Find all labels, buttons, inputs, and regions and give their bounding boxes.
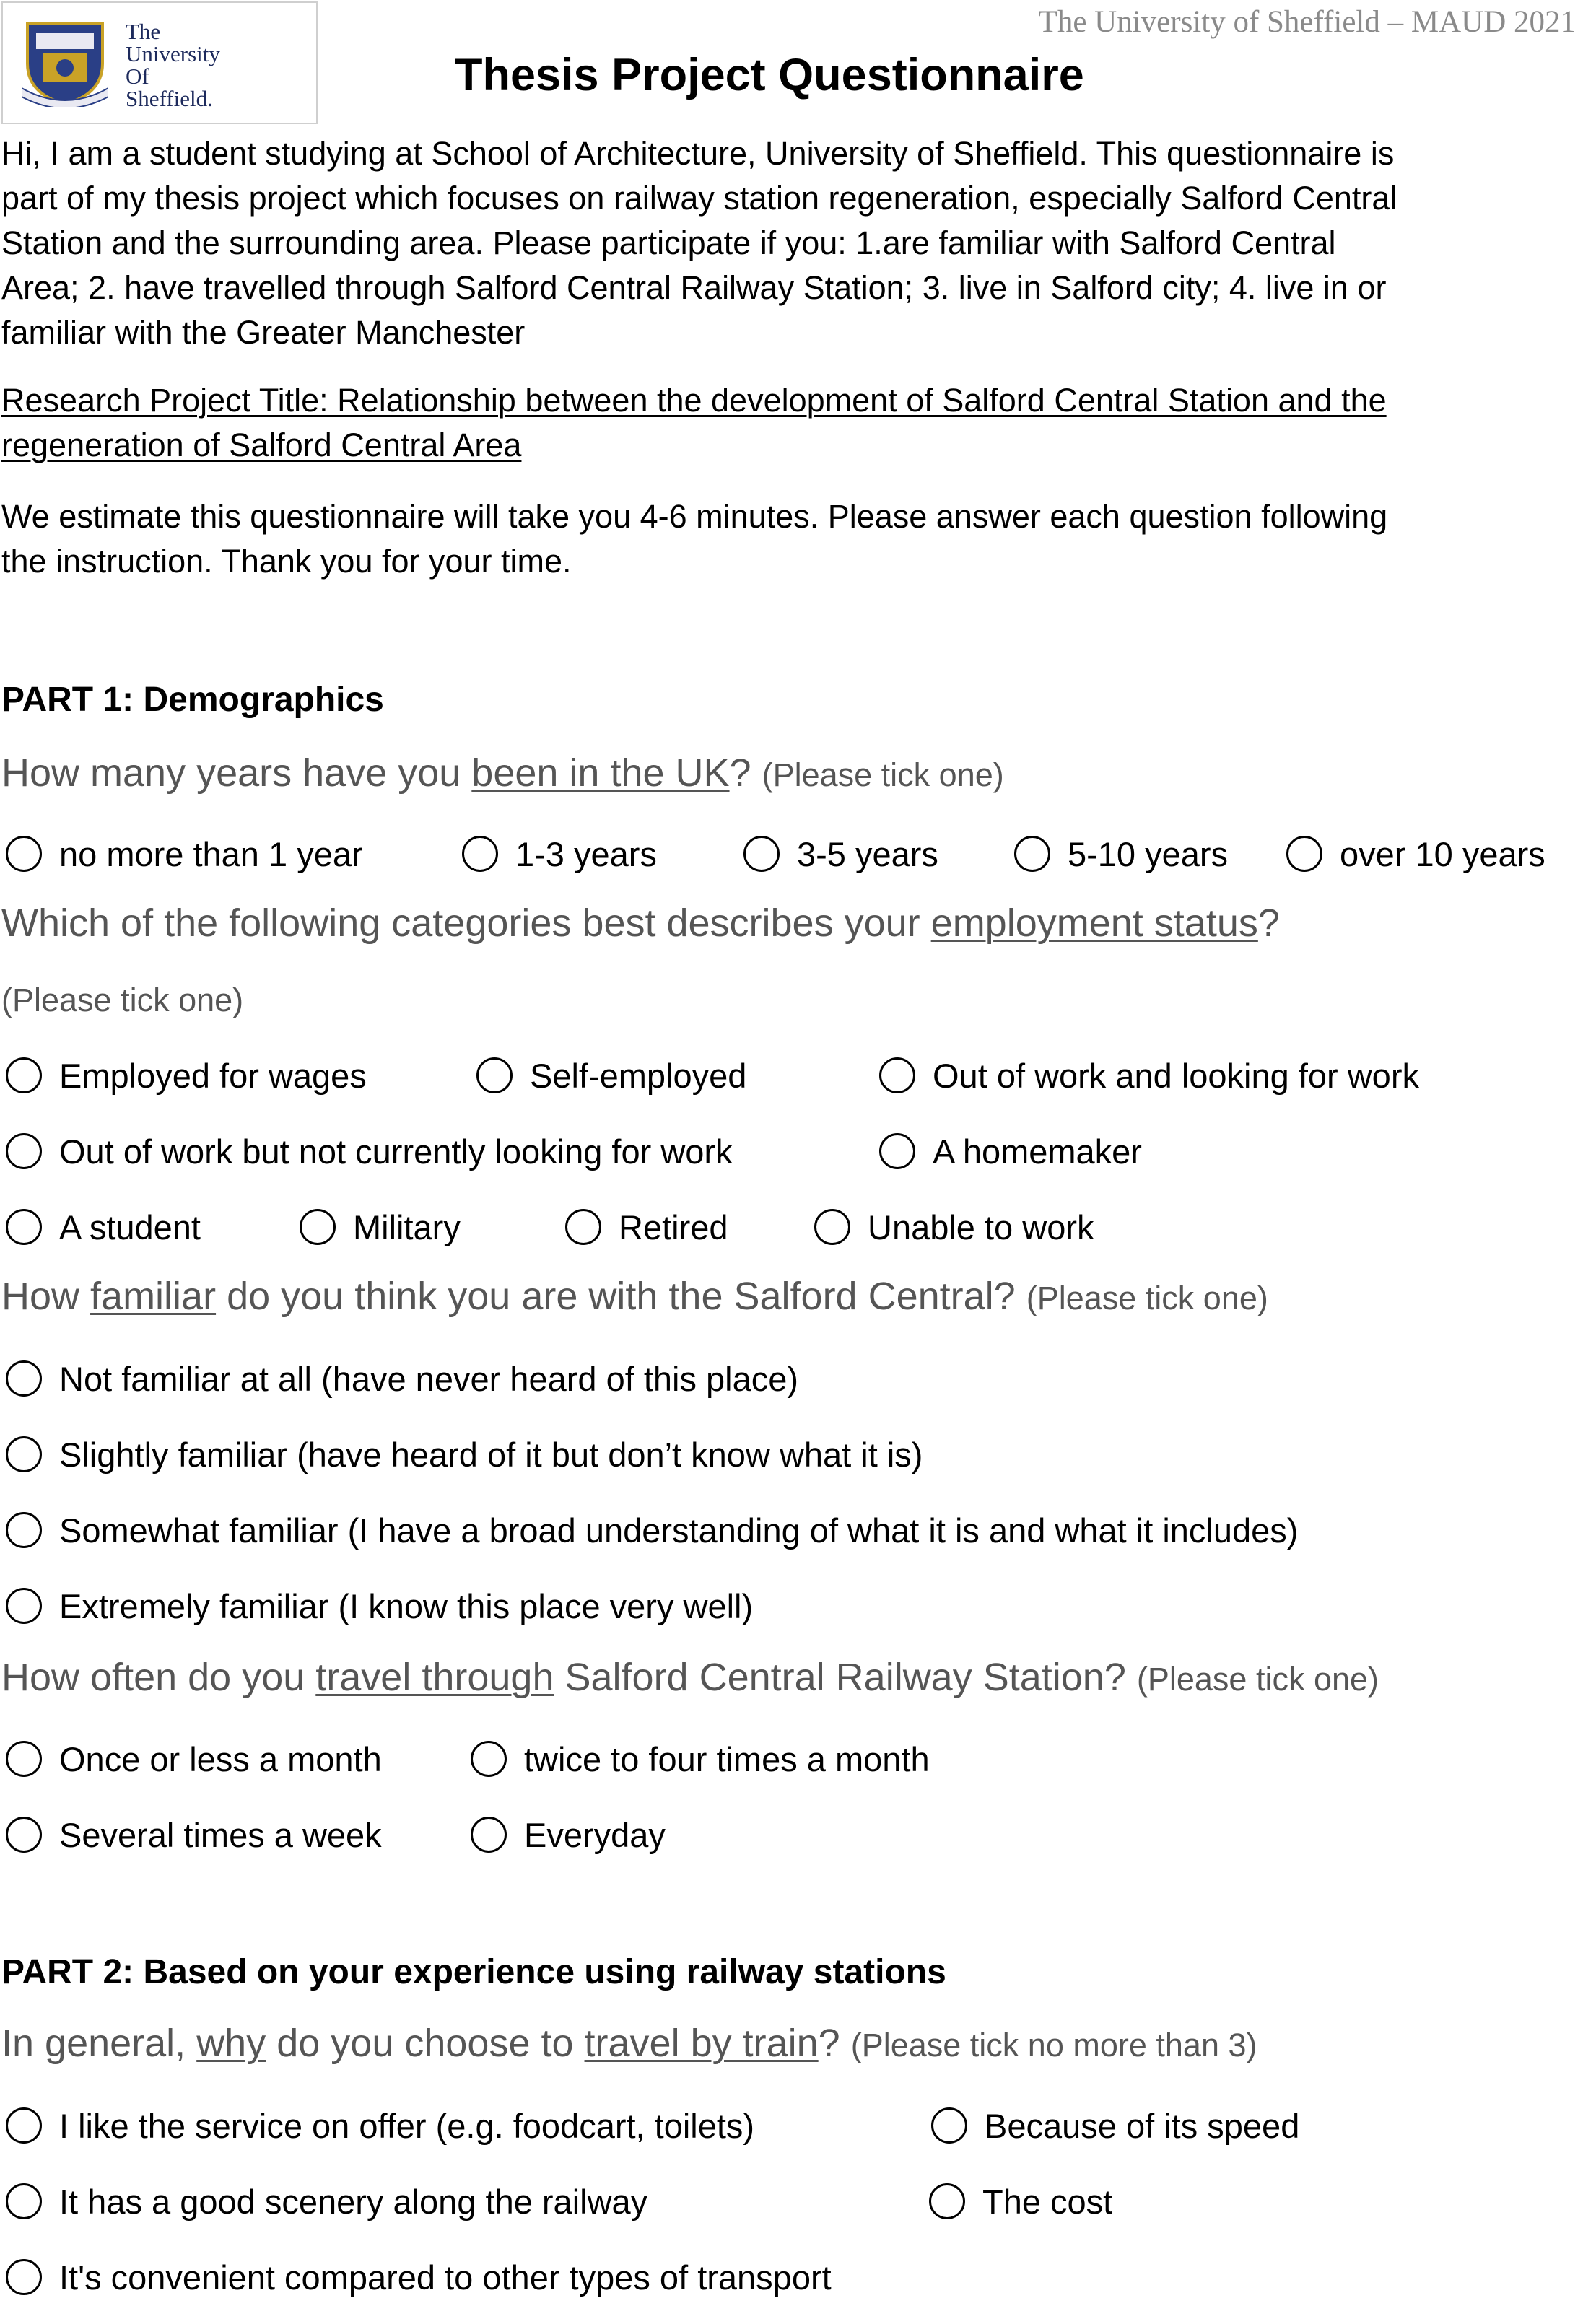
question-hint: (Please tick one) (1026, 1280, 1268, 1316)
question-hint: (Please tick one) (1136, 1661, 1379, 1698)
option-reason-cost[interactable] (929, 2180, 1112, 2223)
option-label: Employed for wages (59, 1056, 367, 1095)
research-title-line: regeneration of Salford Central Area (1, 427, 522, 463)
option-employment-self[interactable] (476, 1054, 746, 1097)
option-label: A student (59, 1207, 201, 1246)
radio-button[interactable] (6, 1817, 42, 1853)
university-logo (1, 1, 318, 124)
intro-paragraph (1, 131, 1568, 355)
question-keyword: familiar (90, 1275, 217, 1318)
radio-button[interactable] (6, 1209, 42, 1245)
radio-button[interactable] (6, 1436, 42, 1472)
header-note: The University of Sheffield – MAUD 2021 (1038, 5, 1576, 39)
question-keyword: employment status (930, 901, 1258, 945)
radio-button[interactable] (6, 2107, 42, 2144)
option-years-5[interactable] (1286, 832, 1545, 875)
research-title-line: Research Project Title: Relationship between the development of Salford Central Station and the (1, 382, 1387, 419)
option-label: I like the service on offer (e.g. foodcart, toilets) (59, 2106, 755, 2145)
option-label: 3-5 years (797, 834, 938, 873)
option-years-4[interactable] (1014, 832, 1228, 875)
option-employment-unable[interactable] (814, 1205, 1094, 1249)
question-keyword: travel through (315, 1656, 554, 1699)
option-reason-service[interactable] (6, 2104, 754, 2147)
question-text: Which of the following categories best describes your (1, 901, 931, 945)
radio-button[interactable] (6, 2259, 42, 2295)
radio-button[interactable] (931, 2107, 967, 2144)
question-hint: (Please tick one) (762, 756, 1004, 793)
option-employment-homemaker[interactable] (879, 1130, 1142, 1173)
question-text: do you choose to (266, 2022, 585, 2065)
radio-button[interactable] (6, 1133, 42, 1169)
option-employment-not-looking[interactable] (6, 1130, 733, 1173)
option-years-2[interactable] (462, 832, 657, 875)
question-text: In general, (1, 2022, 197, 2065)
question-text: How many years have you (1, 751, 472, 795)
option-label: 5-10 years (1068, 834, 1229, 873)
option-label: Not familiar at all (have never heard of this place) (59, 1359, 799, 1398)
option-years-1[interactable] (6, 832, 363, 875)
option-frequency-twice-four[interactable] (471, 1737, 930, 1781)
radio-button[interactable] (462, 836, 498, 872)
time-estimate (1, 494, 1568, 584)
option-familiar-somewhat[interactable] (6, 1508, 1298, 1552)
document-title: Thesis Project Questionnaire (455, 50, 1084, 100)
question-text: do you think you are with the Salford Central? (216, 1275, 1026, 1318)
logo-wordmark (126, 20, 220, 110)
option-reason-speed[interactable] (931, 2104, 1299, 2147)
question-text: How (1, 1275, 91, 1318)
radio-button[interactable] (471, 1817, 507, 1853)
option-familiar-none[interactable] (6, 1357, 798, 1400)
option-employment-retired[interactable] (565, 1205, 728, 1249)
radio-button[interactable] (1286, 836, 1322, 872)
option-label: 1-3 years (515, 834, 657, 873)
radio-button[interactable] (879, 1133, 915, 1169)
question-hint: (Please tick one) (1, 982, 244, 1018)
option-years-3[interactable] (743, 832, 938, 875)
logo-line: Sheffield. (126, 86, 213, 111)
question-text: ? (1257, 901, 1280, 945)
question-keyword: been in the UK (471, 751, 730, 795)
part1-heading: PART 1: Demographics (1, 681, 384, 719)
radio-button[interactable] (879, 1057, 915, 1093)
option-label: Several times a week (59, 1815, 382, 1854)
option-label: Because of its speed (985, 2106, 1300, 2145)
option-label: Out of work but not currently looking for work (59, 1132, 733, 1171)
radio-button[interactable] (814, 1209, 850, 1245)
intro-line: Area; 2. have travelled through Salford Central Railway Station; 3. live in Salford city; 4. live in or (1, 269, 1387, 306)
intro-line: Station and the surrounding area. Please participate if you: 1.are familiar with Salford Central (1, 224, 1336, 261)
radio-button[interactable] (6, 1057, 42, 1093)
option-label: Out of work and looking for work (933, 1056, 1419, 1095)
radio-button[interactable] (929, 2183, 965, 2219)
option-reason-convenient[interactable] (6, 2255, 832, 2299)
logo-line: University (126, 41, 220, 66)
question-text: How often do you (1, 1656, 316, 1699)
option-frequency-weekly[interactable] (6, 1813, 382, 1856)
radio-button[interactable] (1014, 836, 1050, 872)
option-familiar-extremely[interactable] (6, 1584, 753, 1628)
option-label: It has a good scenery along the railway (59, 2182, 648, 2221)
radio-button[interactable] (6, 1512, 42, 1548)
option-label: A homemaker (933, 1132, 1142, 1171)
radio-button[interactable] (6, 836, 42, 872)
question-keyword: why (196, 2022, 266, 2065)
option-label: The cost (982, 2182, 1113, 2221)
question-text: ? (729, 751, 762, 795)
question-hint-line (1, 976, 243, 1021)
estimate-line: We estimate this questionnaire will take you 4-6 minutes. Please answer each question following (1, 498, 1388, 535)
part2-heading: PART 2: Based on your experience using railway stations (1, 1953, 946, 1991)
option-label: Retired (619, 1207, 728, 1246)
option-label: over 10 years (1340, 834, 1545, 873)
research-title (1, 378, 1568, 468)
option-employment-looking[interactable] (879, 1054, 1419, 1097)
option-label: Slightly familiar (have heard of it but don’t know what it is) (59, 1435, 923, 1474)
radio-button[interactable] (6, 1360, 42, 1397)
radio-button[interactable] (743, 836, 780, 872)
estimate-line: the instruction. Thank you for your time. (1, 543, 572, 580)
question-text: ? (818, 2022, 851, 2065)
question-why-train (1, 2021, 1257, 2066)
intro-line: familiar with the Greater Manchester (1, 314, 526, 351)
question-hint: (Please tick no more than 3) (850, 2027, 1257, 2063)
question-text: Salford Central Railway Station? (554, 1656, 1137, 1699)
question-travel-frequency (1, 1655, 1379, 1700)
option-label: Self-employed (530, 1056, 747, 1095)
option-employment-wages[interactable] (6, 1054, 367, 1097)
option-label: Once or less a month (59, 1739, 382, 1778)
option-label: Everyday (524, 1815, 666, 1854)
radio-button[interactable] (565, 1209, 601, 1245)
option-label: Military (353, 1207, 461, 1246)
option-label: twice to four times a month (524, 1739, 930, 1778)
question-employment-status (1, 901, 1280, 945)
radio-button[interactable] (6, 2183, 42, 2219)
option-familiar-slightly[interactable] (6, 1433, 923, 1476)
option-employment-military[interactable] (300, 1205, 461, 1249)
radio-button[interactable] (300, 1209, 336, 1245)
option-frequency-monthly[interactable] (6, 1737, 382, 1781)
radio-button[interactable] (476, 1057, 513, 1093)
option-label: Unable to work (868, 1207, 1094, 1246)
question-keyword: travel by train (584, 2022, 819, 2065)
intro-line: Hi, I am a student studying at School of Architecture, University of Sheffield. This questionnaire is (1, 135, 1395, 172)
question-years-in-uk (1, 751, 1004, 795)
radio-button[interactable] (6, 1741, 42, 1777)
radio-button[interactable] (471, 1741, 507, 1777)
option-label: Extremely familiar (I know this place very well) (59, 1586, 754, 1625)
logo-line: Of (126, 64, 149, 89)
option-frequency-everyday[interactable] (471, 1813, 666, 1856)
option-employment-student[interactable] (6, 1205, 201, 1249)
option-label: It's convenient compared to other types of transport (59, 2258, 832, 2297)
radio-button[interactable] (6, 1588, 42, 1624)
intro-line: part of my thesis project which focuses on railway station regeneration, especially Salford Central (1, 180, 1397, 217)
question-familiarity (1, 1274, 1268, 1319)
university-crest-icon (22, 19, 108, 107)
option-label: no more than 1 year (59, 834, 363, 873)
option-label: Somewhat familiar (I have a broad understanding of what it is and what it includes) (59, 1511, 1299, 1550)
logo-line: The (126, 19, 161, 44)
option-reason-scenery[interactable] (6, 2180, 647, 2223)
